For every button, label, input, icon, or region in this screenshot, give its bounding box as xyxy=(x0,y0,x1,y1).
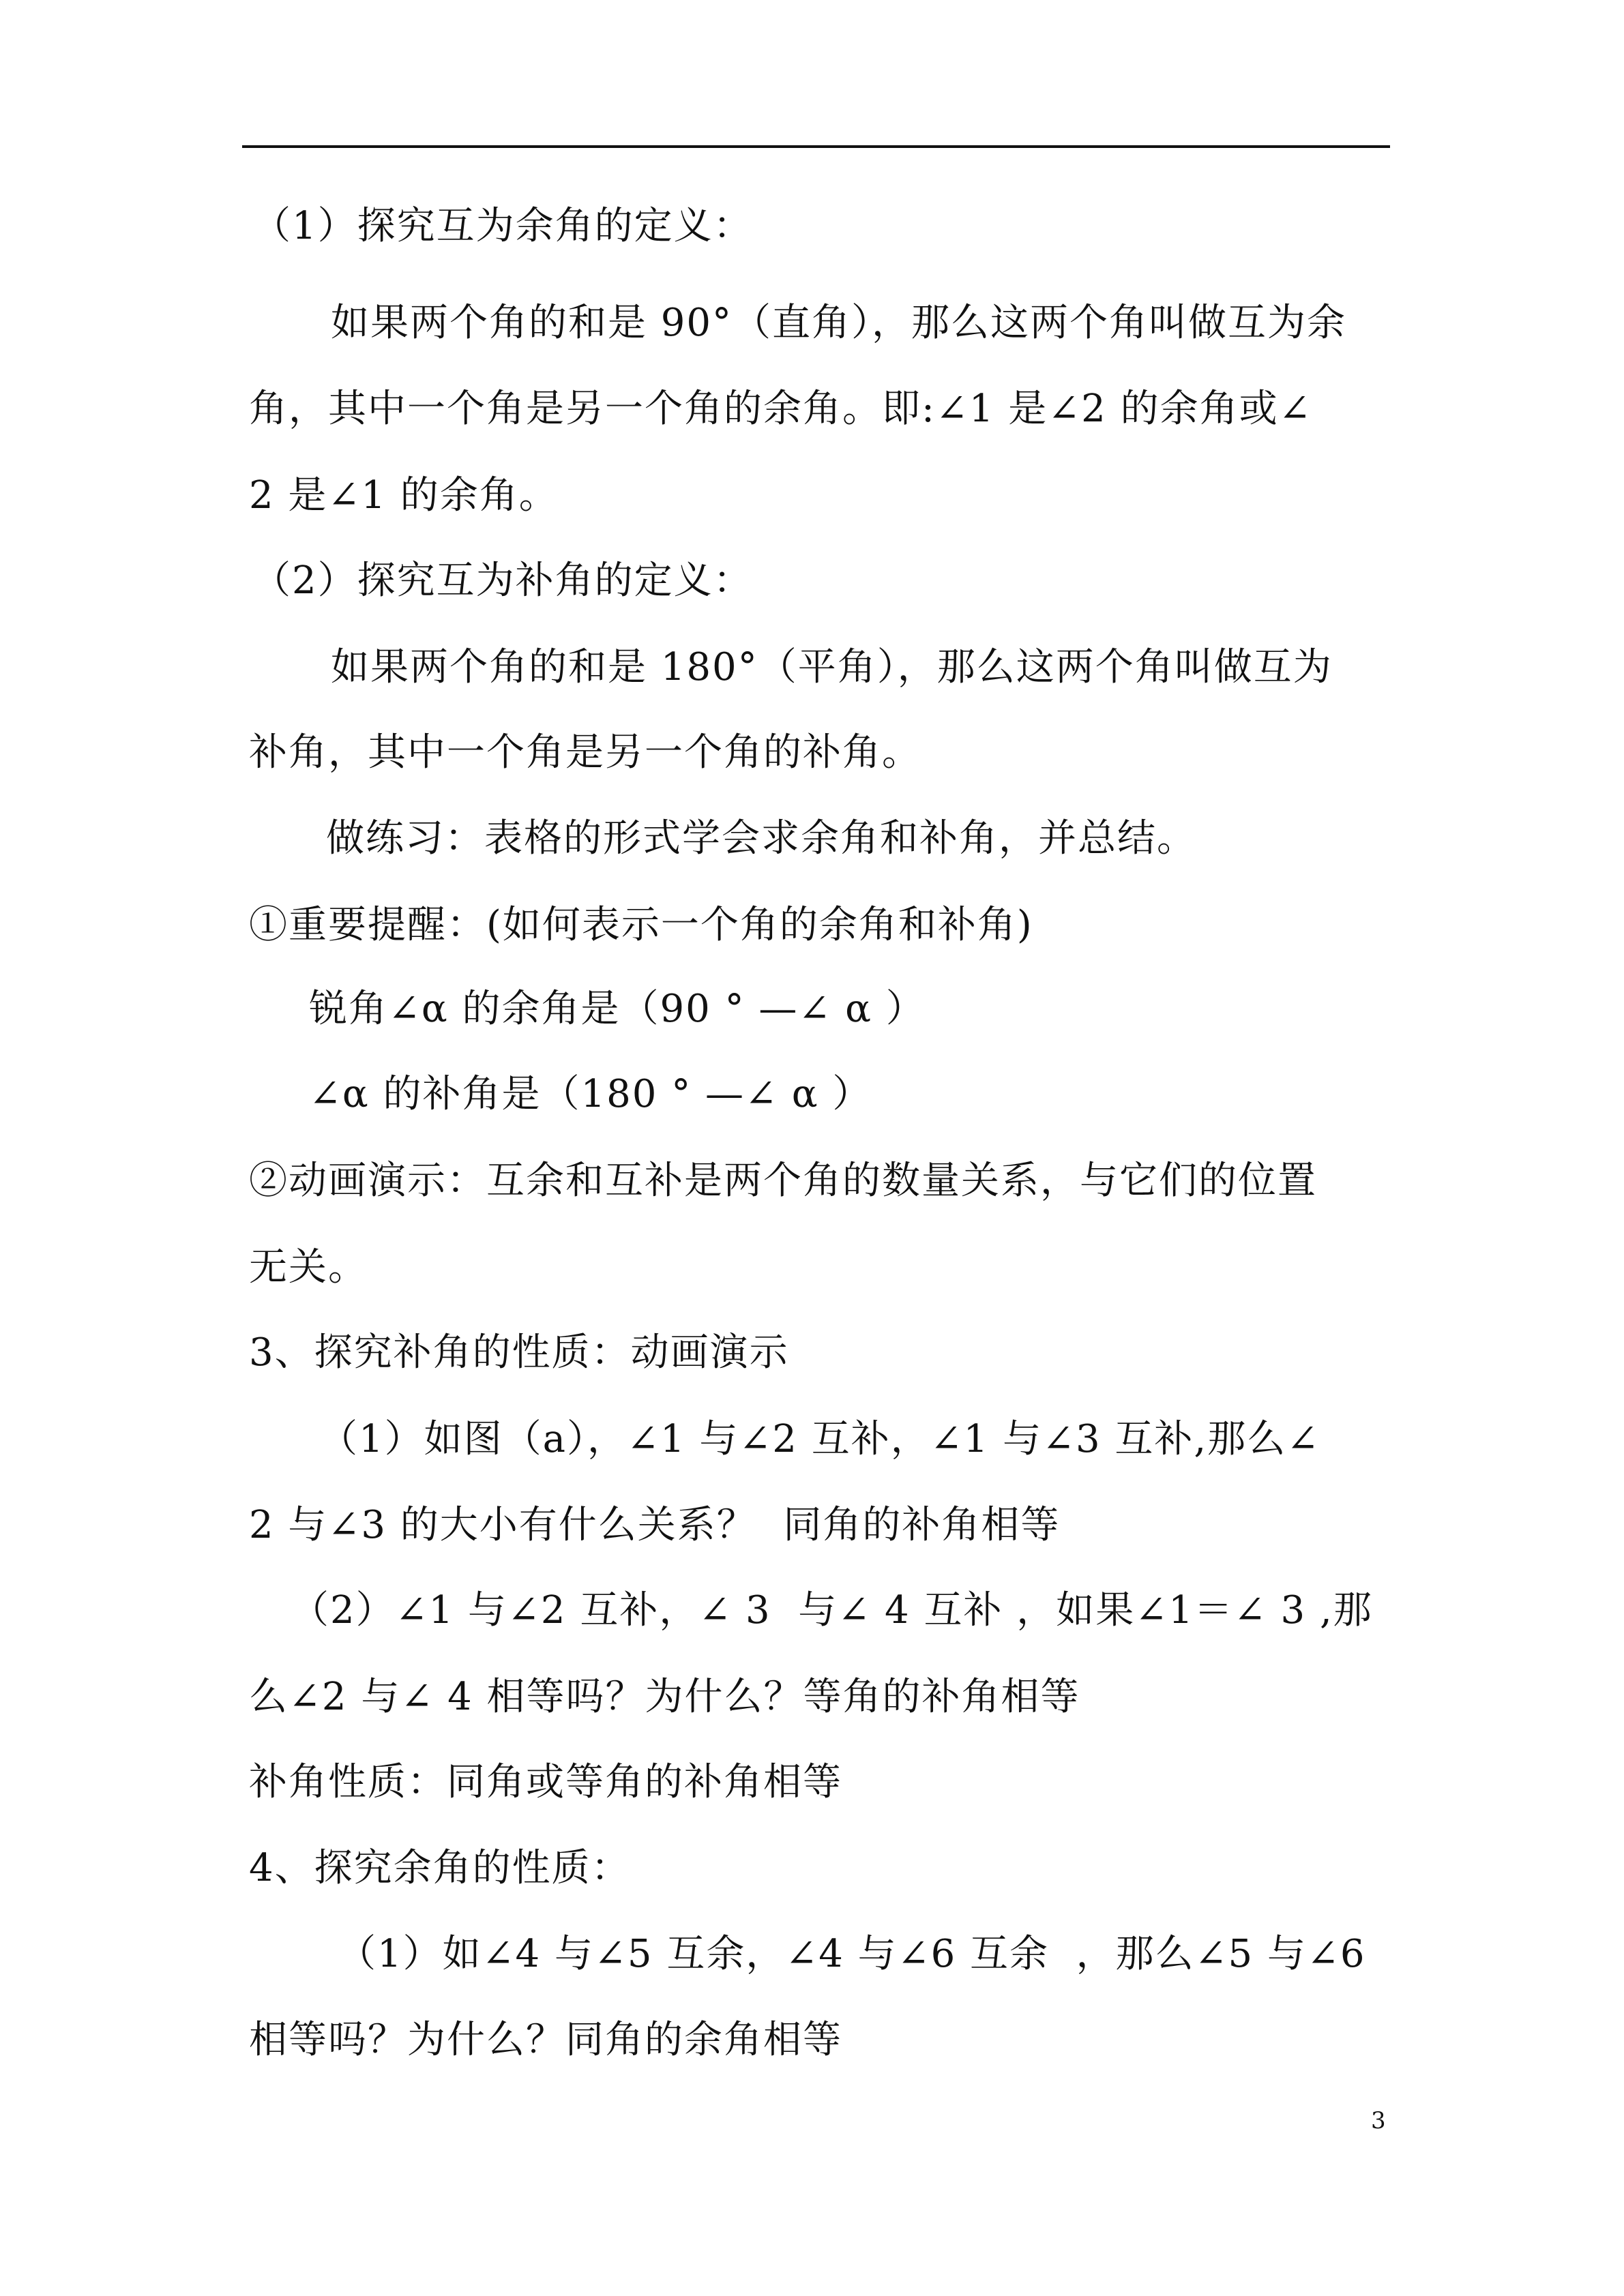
text-line: ①重要提醒：(如何表示一个角的余角和补角) xyxy=(249,903,1033,947)
text-line: 相等吗？为什么？同角的余角相等 xyxy=(249,2018,842,2062)
text-line: 4、探究余角的性质： xyxy=(249,1846,631,1890)
text-line: 2 与∠3 的大小有什么关系？ 同角的补角相等 xyxy=(249,1503,1061,1547)
text-line: 如果两个角的和是 90°（直角），那么这两个角叫做互为余 xyxy=(331,301,1347,345)
text-line: ∠α 的补角是（180 ° —∠ α ） xyxy=(309,1072,872,1116)
text-line: （1）如∠4 与∠5 互余，∠4 与∠6 互余 ，那么∠5 与∠6 xyxy=(338,1932,1366,1976)
text-line: ②动画演示：互余和互补是两个角的数量关系，与它们的位置 xyxy=(249,1159,1317,1203)
text-line: 么∠2 与∠ 4 相等吗？为什么？等角的补角相等 xyxy=(249,1675,1080,1719)
text-line: 2 是∠1 的余角。 xyxy=(249,473,559,518)
header-rule xyxy=(242,145,1390,148)
text-line: 补角性质：同角或等角的补角相等 xyxy=(249,1760,842,1804)
text-line: （2）∠1 与∠2 互补，∠ 3 与∠ 4 互补 ，如果∠1＝∠ 3 ,那 xyxy=(291,1588,1373,1632)
page-number: 3 xyxy=(1371,2107,1386,2134)
text-line: （2）探究互为补角的定义： xyxy=(252,558,753,603)
text-line: （1）如图（a），∠1 与∠2 互补，∠1 与∠3 互补,那么∠ xyxy=(319,1417,1320,1461)
text-line: （1）探究互为余角的定义： xyxy=(252,204,753,248)
text-line: 无关。 xyxy=(249,1245,368,1289)
text-line: 锐角∠α 的余角是（90 ° —∠ α ） xyxy=(309,987,926,1031)
text-line: 做练习：表格的形式学会求余角和补角，并总结。 xyxy=(326,816,1196,861)
text-line: 补角，其中一个角是另一个角的补角。 xyxy=(249,730,921,775)
text-line: 如果两个角的和是 180°（平角），那么这两个角叫做互为 xyxy=(331,645,1333,689)
text-line: 角，其中一个角是另一个角的余角。即:∠1 是∠2 的余角或∠ xyxy=(249,387,1312,431)
text-line: 3、探究补角的性质：动画演示 xyxy=(249,1330,789,1375)
